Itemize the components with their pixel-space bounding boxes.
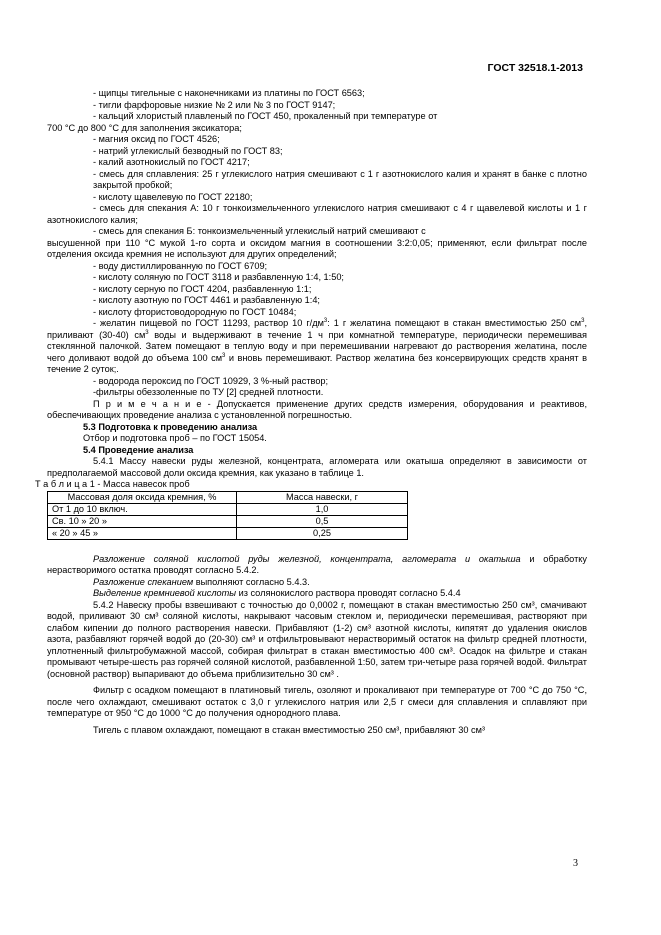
list-item: - смесь для спекания Б: тонкоизмельченный углекислый натрий смешивают с: [93, 226, 426, 236]
paragraph-5-4-1: 5.4.1 Массу навески руды железной, концентрата, агломерата или окатыша определяют в зависимости от предполагаемой массовой доли оксида кремния, как указано в таблице 1.: [47, 456, 587, 478]
paragraph-smes-A: - смесь для спекания А: 10 г тонкоизмельченного углекислого натрия смешивают с 4 г щавелевой кислоты и 1 г азотнокислого калия;: [47, 203, 587, 225]
table-header-row: [48, 491, 408, 503]
table-cell: От 1 до 10 включ.: [48, 503, 237, 515]
list-item: - воду дистиллированную по ГОСТ 6709;: [93, 260, 268, 271]
table-row: [48, 515, 408, 527]
list-item: -фильтры обеззоленные по ТУ [2] средней плотности.: [93, 387, 324, 397]
paragraph-filtr: Фильтр с осадком помещают в платиновый тигель, озоляют и прокаливают при температуре от 700 °С до 750 °С, после чего охлаждают, смешивают остаток с 3,0 г углекислого натрия или 2,5 г смеси для сплавления и сплавляют при температуре от 950 °С до 1000 °С до получения однородного плава.: [47, 685, 587, 718]
table-cell: 0,25: [237, 527, 408, 539]
list-item: - калий азотнокислый по ГОСТ 4217;: [93, 157, 250, 167]
note-label: П р и м е ч а н и е: [93, 398, 202, 409]
table-row: [48, 503, 408, 515]
paragraph-razlozhenie-spekaniem: Разложение спеканием выполняют согласно 5.4.3.: [93, 576, 310, 587]
section-title-5-3: 5.3 Подготовка к проведению анализа: [83, 421, 258, 432]
table-caption: Т а б л и ц а 1 - Масса навесок проб: [35, 479, 190, 489]
table-header-cell: Масса навески, г: [237, 491, 408, 503]
paragraph-smes-B: высушенной при 110 °С мукой 1-го сорта и оксидом магния в соотношении 3:2:0,05; применяют, если фильтрат после отделения оксида кремния не используют для других определений;: [47, 237, 587, 259]
table-cell: 0,5: [237, 515, 408, 527]
table-row: [48, 527, 408, 539]
paragraph-smes-splavleniya: - смесь для сплавления: 25 г углекислого натрия смешивают с 1 г азотнокислого калия и хранят в банке с плотно закрытой пробкой;: [93, 168, 587, 190]
paragraph-5-4-2: 5.4.2 Навеску пробы взвешивают с точностью до 0,0002 г, помещают в стакан вместимостью 250 см³, смачивают водой, приливают 30 см³ соляной кислоты, накрывают часовым стеклом и, периодически перемешивая, растворяют при слабом кипении до полного растворения навески. Прибавляют (1-2) см³ азотной кислоты, кипятят до удаления окислов азота, разбавляют горячей водой до (20-30) см³ и отфильтровывают нерастворимый остаток на фильтр средней плотности, уплотненный фильтробумажной массой, собирая фильтрат в стакан вместимостью 400 см³. Осадок на фильтре и стакан промывают четыре-шесть раз горячей соляной кислотой, разбавленной 1:50, затем три-четыре раза горячей водой. Фильтрат (основной раствор) выпаривают до объема приблизительно 30 см³ .: [47, 599, 587, 679]
note-paragraph: П р и м е ч а н и е - Допускается применение других средств измерения, оборудования и реактивов, обеспечивающих проведение анализа с установленной погрешностью.: [47, 398, 587, 420]
section-title-5-4: 5.4 Проведение анализа: [83, 444, 194, 455]
table-cell: 1,0: [237, 503, 408, 515]
list-item: - кислоту азотную по ГОСТ 4461 и разбавленную 1:4;: [93, 295, 320, 305]
list-item: - кальций хлористый плавленый по ГОСТ 450, прокаленный при температуре от: [93, 111, 438, 121]
table-cell: « 20 » 45 »: [48, 527, 237, 539]
list-item: - кислоту фтористоводородную по ГОСТ 10484;: [93, 306, 297, 317]
list-item: - кислоту серную по ГОСТ 4204, разбавленную 1:1;: [93, 283, 312, 294]
list-item: - кислоту соляную по ГОСТ 3118 и разбавленную 1:4, 1:50;: [93, 272, 344, 282]
table-cell: Св. 10 » 20 »: [48, 515, 237, 527]
paragraph-zhelatin: - желатин пищевой по ГОСТ 11293, раствор 10 $г/дм^3$: 1 г желатина помещают в стакан вместимостью 250 $см^3$, приливают (30-40) $см^3$ воды и выдерживают в течение 1 ч при комнатной температуре, периодически перемешивая стеклянной палочкой. Затем помещают в теплую воду и при перемешивании нагревают до растворения желатина, после чего доливают водой до объема 100 $см^3$ и вновь перемешивают. Раствор желатина без консервирующих средств хранят в течение 2 суток;.: [47, 317, 587, 374]
list-item: - водорода пероксид по ГОСТ 10929, 3 %-ный раствор;: [93, 375, 329, 386]
section-text-5-3: Отбор и подготовка проб – по ГОСТ 15054.: [83, 433, 267, 443]
table-header-cell: Массовая доля оксида кремния, %: [48, 491, 237, 503]
paragraph-tigel: Тигель с плавом охлаждают, помещают в стакан вместимостью 250 см³, прибавляют 30 см³: [93, 724, 485, 735]
page-number: 3: [573, 858, 578, 869]
table-1: [47, 491, 408, 540]
list-item: - щипцы тигельные с наконечниками из платины по ГОСТ 6563;: [93, 88, 365, 98]
document-body: [35, 88, 587, 736]
list-item: - тигли фарфоровые низкие № 2 или № 3 по ГОСТ 9147;: [93, 99, 336, 110]
list-item: - кислоту щавелевую по ГОСТ 22180;: [93, 191, 253, 202]
standard-code-header: ГОСТ 32518.1-2013: [487, 62, 583, 74]
paragraph-razlozhenie-hcl: Разложение соляной кислотой руды железной, концентрата, агломерата и окатыша и обработку нерастворимого остатка проводят согласно 5.4.2.: [47, 553, 587, 575]
list-item: - натрий углекислый безводный по ГОСТ 83;: [93, 145, 283, 156]
list-item: - магния оксид по ГОСТ 4526;: [93, 134, 220, 144]
paragraph-vydelenie: Выделение кремниевой кислоты из солянокислого раствора проводят согласно 5.4.4: [93, 588, 461, 598]
list-item-continuation: 700 °С до 800 °С для заполнения эксикатора;: [47, 122, 242, 133]
